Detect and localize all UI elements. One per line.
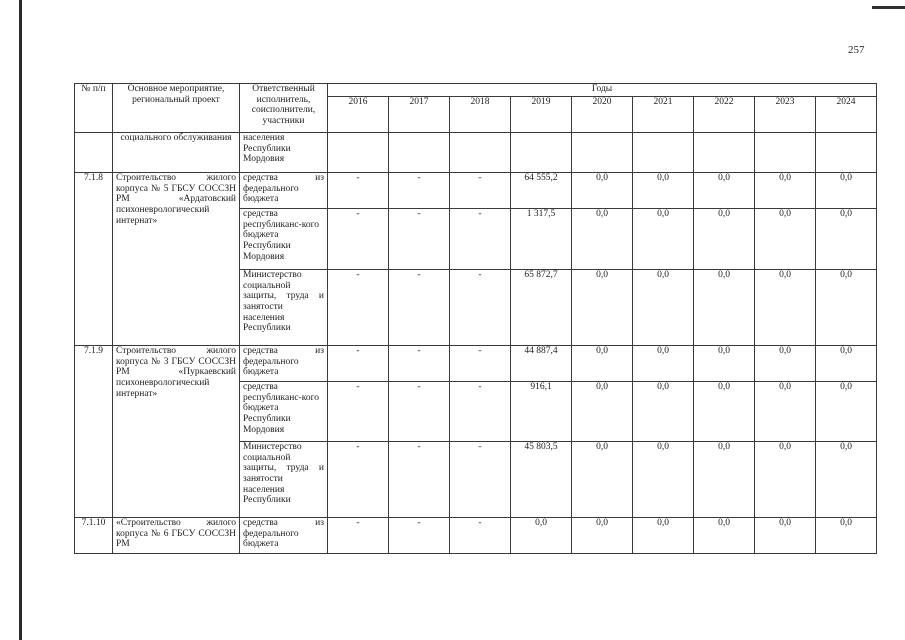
value-cell: - (328, 173, 389, 209)
value-cell: 0,0 (694, 442, 755, 518)
header-year: 2024 (816, 97, 877, 133)
budget-table (74, 83, 877, 554)
continuation-event: социального обслуживания (113, 133, 240, 173)
value-cell: 0,0 (755, 346, 816, 382)
table-row (75, 346, 877, 382)
value-cell: 0,0 (755, 270, 816, 346)
value-cell: 0,0 (633, 346, 694, 382)
value-cell: 0,0 (633, 209, 694, 270)
value-cell: - (389, 382, 450, 442)
table-row (75, 518, 877, 554)
table-groups (75, 173, 877, 554)
header-row-top (75, 84, 877, 97)
row-number: 7.1.9 (75, 346, 113, 518)
page-number: 257 (848, 44, 865, 56)
row-responsible: Министерство социальной защиты, труда и занятости населения Республики (240, 270, 328, 346)
value-cell: 45 803,5 (511, 442, 572, 518)
header-event: Основное мероприятие, региональный проект (113, 84, 240, 133)
value-cell: 0,0 (816, 209, 877, 270)
value-cell: 65 872,7 (511, 270, 572, 346)
corner-mark (872, 6, 905, 9)
header-responsible: Ответственный исполнитель, соисполнители, участники (240, 84, 328, 133)
header-year: 2017 (389, 97, 450, 133)
value-cell: 44 887,4 (511, 346, 572, 382)
value-cell: 0,0 (694, 270, 755, 346)
row-responsible: Министерство социальной защиты, труда и занятости населения Республики (240, 442, 328, 518)
header-year: 2021 (633, 97, 694, 133)
binding-edge (19, 0, 22, 640)
value-cell: 64 555,2 (511, 173, 572, 209)
header-number: № п/п (75, 84, 113, 133)
row-responsible: средства республиканс-кого бюджета Республики Мордовия (240, 382, 328, 442)
value-cell: - (328, 442, 389, 518)
value-cell: 0,0 (816, 382, 877, 442)
row-event: «Строительство жилого корпуса № 6 ГБСУ СОССЗН РМ (113, 518, 240, 554)
value-cell: - (450, 518, 511, 554)
value-cell: 0,0 (694, 518, 755, 554)
header-year: 2019 (511, 97, 572, 133)
value-cell: - (328, 209, 389, 270)
value-cell: 0,0 (755, 209, 816, 270)
row-responsible: средства республиканс-кого бюджета Республики Мордовия (240, 209, 328, 270)
header-years: Годы (328, 84, 877, 97)
row-event: Строительство жилого корпуса № 3 ГБСУ СОССЗН РМ «Пуркаевский психоневрологический интернат» (113, 346, 240, 518)
value-cell: 0,0 (694, 346, 755, 382)
value-cell: 0,0 (755, 442, 816, 518)
header-year: 2018 (450, 97, 511, 133)
row-number: 7.1.10 (75, 518, 113, 554)
row-number: 7.1.8 (75, 173, 113, 346)
value-cell: - (450, 270, 511, 346)
value-cell: - (450, 346, 511, 382)
value-cell: - (450, 442, 511, 518)
value-cell: 0,0 (816, 346, 877, 382)
continuation-row (75, 133, 877, 173)
value-cell: - (389, 442, 450, 518)
value-cell: 0,0 (755, 518, 816, 554)
value-cell: 0,0 (572, 382, 633, 442)
header-year: 2020 (572, 97, 633, 133)
value-cell: - (328, 270, 389, 346)
value-cell: 916,1 (511, 382, 572, 442)
continuation-number (75, 133, 113, 173)
value-cell: 0,0 (633, 518, 694, 554)
value-cell: 0,0 (572, 270, 633, 346)
value-cell: 0,0 (633, 382, 694, 442)
row-event: Строительство жилого корпуса № 5 ГБСУ СОССЗН РМ «Ардатовский психоневрологический интернат» (113, 173, 240, 346)
value-cell: 0,0 (755, 173, 816, 209)
value-cell: - (389, 173, 450, 209)
value-cell: 0,0 (694, 173, 755, 209)
header-year: 2022 (694, 97, 755, 133)
value-cell: - (450, 209, 511, 270)
value-cell: 0,0 (816, 173, 877, 209)
value-cell: - (389, 346, 450, 382)
value-cell: - (328, 382, 389, 442)
value-cell: 0,0 (633, 270, 694, 346)
value-cell: 0,0 (816, 270, 877, 346)
header-year: 2023 (755, 97, 816, 133)
table-row (75, 173, 877, 209)
row-responsible: средства из федерального бюджета (240, 518, 328, 554)
value-cell: - (328, 346, 389, 382)
value-cell: 0,0 (694, 382, 755, 442)
value-cell: 0,0 (633, 173, 694, 209)
value-cell: - (450, 173, 511, 209)
value-cell: - (450, 382, 511, 442)
value-cell: 0,0 (572, 209, 633, 270)
value-cell: 0,0 (816, 518, 877, 554)
value-cell: - (389, 270, 450, 346)
value-cell: 0,0 (694, 209, 755, 270)
value-cell: 0,0 (816, 442, 877, 518)
value-cell: 0,0 (633, 442, 694, 518)
value-cell: 0,0 (572, 346, 633, 382)
value-cell: - (389, 518, 450, 554)
value-cell: 0,0 (572, 173, 633, 209)
row-responsible: средства из федерального бюджета (240, 346, 328, 382)
value-cell: 0,0 (755, 382, 816, 442)
row-responsible: средства из федерального бюджета (240, 173, 328, 209)
value-cell: 0,0 (511, 518, 572, 554)
value-cell: - (389, 209, 450, 270)
value-cell: 0,0 (572, 518, 633, 554)
value-cell: - (328, 518, 389, 554)
value-cell: 0,0 (572, 442, 633, 518)
continuation-responsible: населения Республики Мордовия (240, 133, 328, 173)
value-cell: 1 317,5 (511, 209, 572, 270)
header-year: 2016 (328, 97, 389, 133)
